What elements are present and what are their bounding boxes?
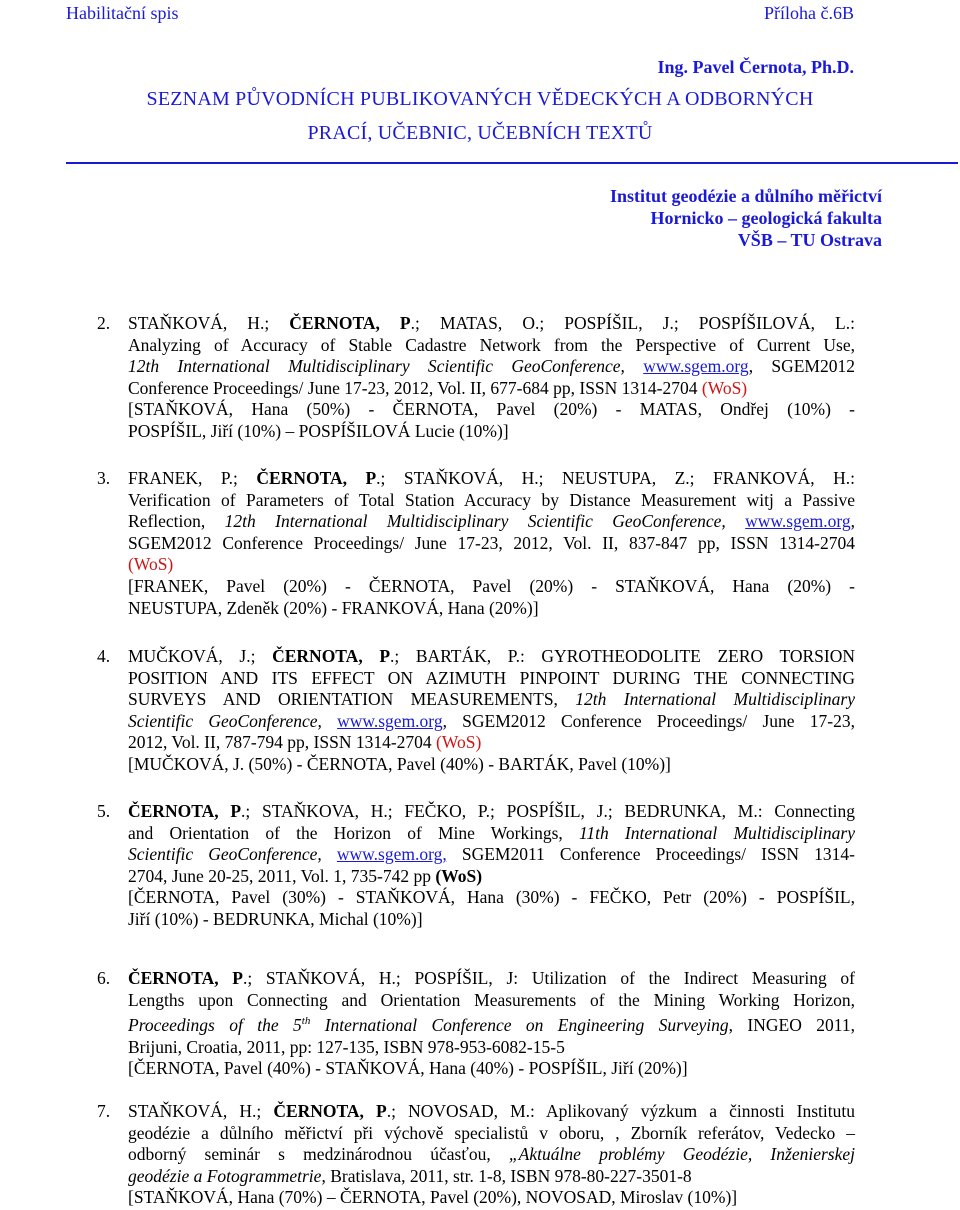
entry-title: Lengths upon Connecting and Orientation Measurements of the Mining Working Horizon, <box>128 989 855 1010</box>
publication-entry: 5. ČERNOTA, P.; STAŇKOVA, H.; FEČKO, P.; POSPÍŠIL, J.; BEDRUNKA, M.: Connecting and Orientation of the Horizon of Mine Workings, 11th International Multidisciplinary Scientific GeoConference, www.sgem.org, SGEM2011 Conference Proceedings/ ISSN 1314- 2704, June 20-25, 2011, Vol. 1, 735-742 pp (WoS) [ČERNOTA, Pavel (30%) - STAŇKOVÁ, Hana (30%) - FEČKO, Petr (20%) - POSPÍŠIL, Jiří (10%) - BEDRUNKA, Michal (10%)] <box>97 801 855 929</box>
conference-name: International Conference on Engineering Surveying <box>310 1015 729 1036</box>
entry-authors: FRANEK, P.; <box>128 468 257 488</box>
entry-number: 7. <box>97 1101 111 1121</box>
highlighted-author: ČERNOTA, P <box>128 801 242 821</box>
highlighted-author: ČERNOTA, P <box>128 968 243 988</box>
author-shares: [ČERNOTA, Pavel (30%) - STAŇKOVÁ, Hana (30%) - FEČKO, Petr (20%) - POSPÍŠIL, <box>128 887 855 908</box>
highlighted-author: ČERNOTA, P <box>272 646 391 666</box>
entry-authors: .; STAŇKOVÁ, H.; POSPÍŠIL, J: Utilization of the Indirect Measuring of <box>242 968 855 988</box>
conference-name: „Aktuálne problémy Geodézie, Inženierskej <box>508 1144 855 1165</box>
wos-badge: (WoS) <box>436 732 482 753</box>
sgem-link[interactable]: www.sgem.org <box>745 511 851 532</box>
publication-entry: 3. FRANEK, P.; ČERNOTA, P.; STAŇKOVÁ, H.; NEUSTUPA, Z.; FRANKOVÁ, H.: Verification of Parameters of Total Station Accuracy by Distance Measurement witj a Passive Reflection, 12th International Multidisciplinary Scientific GeoConference, www.sgem.org, SGEM2012 Conference Proceedings/ June 17-23, 2012, Vol. II, 837-847 pp, ISSN 1314-2704 (WoS) [FRANEK, Pavel (20%) - ČERNOTA, Pavel (20%) - STAŇKOVÁ, Hana (20%) - NEUSTUPA, Zdeněk (20%) - FRANKOVÁ, Hana (20%)] <box>97 468 856 618</box>
entry-authors: .; STAŇKOVÁ, H.; NEUSTUPA, Z.; FRANKOVÁ, H.: <box>376 468 855 488</box>
conference-name: 11th International Multidisciplinary <box>578 822 855 843</box>
header-right: Příloha č.6B <box>764 3 854 23</box>
wos-badge: (WoS) <box>435 865 483 886</box>
entry-title: Analyzing of Accuracy of Stable Cadastre Network from the Perspective of Current Use, <box>128 334 855 355</box>
wos-badge: (WoS) <box>701 377 748 398</box>
sgem-link[interactable]: www.sgem.org <box>643 356 749 377</box>
author-shares: Jiří (10%) - BEDRUNKA, Michal (10%)] <box>128 908 423 929</box>
entry-number: 6. <box>97 968 111 988</box>
entry-title: POSITION AND ITS EFFECT ON AZIMUTH PINPOINT DURING THE CONNECTING <box>128 667 855 688</box>
author-shares: POSPÍŠIL, Jiří (10%) – POSPÍŠILOVÁ Lucie (10%)] <box>128 420 509 441</box>
author-shares: NEUSTUPA, Zdeněk (20%) - FRANKOVÁ, Hana (20%)] <box>128 597 539 618</box>
publication-entry: 2. STAŇKOVÁ, H.; ČERNOTA, P.; MATAS, O.; POSPÍŠIL, J.; POSPÍŠILOVÁ, L.: Analyzing of Accuracy of Stable Cadastre Network from the Perspective of Current Use, 12th International Multidisciplinary Scientific GeoConference, www.sgem.org, SGEM2012 Conference Proceedings/ June 17-23, 2012, Vol. II, 677-684 pp, ISSN 1314-2704 (WoS) [STAŇKOVÁ, Hana (50%) - ČERNOTA, Pavel (20%) - MATAS, Ondřej (10%) - POSPÍŠIL, Jiří (10%) – POSPÍŠILOVÁ Lucie (10%)] <box>97 313 855 441</box>
wos-badge: (WoS) <box>128 554 174 575</box>
author-shares: [FRANEK, Pavel (20%) - ČERNOTA, Pavel (20%) - STAŇKOVÁ, Hana (20%) - <box>128 575 855 596</box>
header-left: Habilitační spis <box>66 3 179 23</box>
author-shares: [MUČKOVÁ, J. (50%) - ČERNOTA, Pavel (40%) - BARTÁK, Pavel (10%)] <box>128 753 671 774</box>
entry-authors: STAŇKOVÁ, H.; <box>128 313 290 333</box>
entry-number: 5. <box>97 801 111 821</box>
entry-title: and Orientation of the Horizon of Mine Workings, <box>128 822 579 843</box>
highlighted-author: ČERNOTA, P <box>289 313 411 333</box>
author-shares: [ČERNOTA, Pavel (40%) - STAŇKOVÁ, Hana (40%) - POSPÍŠIL, Jiří (20%)] <box>128 1058 688 1079</box>
page-title-line2: PRACÍ, UČEBNIC, UČEBNÍCH TEXTŮ <box>307 122 653 144</box>
page-title: SEZNAM PŮVODNÍCH PUBLIKOVANÝCH VĚDECKÝCH A ODBORNÝCH <box>146 88 814 110</box>
publication-entry: 6. ČERNOTA, P.; STAŇKOVÁ, H.; POSPÍŠIL, J: Utilization of the Indirect Measuring of Lengths upon Connecting and Orientation Measurements of the Mining Working Horizon, Proceedings of the 5th International Conference on Engineering Surveying, INGEO 2011, Brijuni, Croatia, 2011, pp: 127-135, ISBN 978-953-6082-15-5 [ČERNOTA, Pavel (40%) - STAŇKOVÁ, Hana (40%) - POSPÍŠIL, Jiří (20%)] <box>97 968 855 1079</box>
conference-name: 12th International Multidisciplinary Scientific GeoConference, <box>224 511 726 532</box>
entry-title: geodézie a důlního měřictví při výchově specialistů v oboru, , Zborník referátov, Vedecko – <box>128 1122 855 1143</box>
conference-name: 12th International Multidisciplinary <box>575 689 856 710</box>
entry-authors: .; NOVOSAD, M.: Aplikovaný výzkum a činnosti Institutu <box>386 1101 856 1121</box>
entry-authors: MUČKOVÁ, J.; <box>128 646 273 666</box>
conference-name: 12th International Multidisciplinary Scientific GeoConference, <box>128 356 625 377</box>
entry-number: 2. <box>97 313 111 333</box>
publication-entry: 7. STAŇKOVÁ, H.; ČERNOTA, P.; NOVOSAD, M.: Aplikovaný výzkum a činnosti Institutu geodézie a důlního měřictví při výchově specialistů v oboru, , Zborník referátov, Vedecko – odborný seminár s medzinárodnou účasťou, „Aktuálne problémy Geodézie, Inženierskej geodézie a Fotogrammetrie, Bratislava, 2011, str. 1-8, ISBN 978-80-227-3501-8 [STAŇKOVÁ, Hana (70%) – ČERNOTA, Pavel (20%), NOVOSAD, Miroslav (10%)] <box>97 1101 856 1208</box>
author-shares: [STAŇKOVÁ, Hana (70%) – ČERNOTA, Pavel (20%), NOVOSAD, Miroslav (10%)] <box>128 1187 738 1208</box>
highlighted-author: ČERNOTA, P <box>273 1101 387 1121</box>
sgem-link[interactable]: www.sgem.org <box>337 710 443 731</box>
highlighted-author: ČERNOTA, P <box>256 468 377 488</box>
publication-entry: 4. MUČKOVÁ, J.; ČERNOTA, P.; BARTÁK, P.: GYROTHEODOLITE ZERO TORSION POSITION AND ITS EFFECT ON AZIMUTH PINPOINT DURING THE CONNECTING SURVEYS AND ORIENTATION MEASUREMENTS, 12th International Multidisciplinary Scientific GeoConference, www.sgem.org, SGEM2012 Conference Proceedings/ June 17-23, 2012, Vol. II, 787-794 pp, ISSN 1314-2704 (WoS) [MUČKOVÁ, J. (50%) - ČERNOTA, Pavel (40%) - BARTÁK, Pavel (10%)] <box>97 646 856 774</box>
institution-line: Institut geodézie a důlního měřictví <box>610 186 882 206</box>
entry-authors: .; BARTÁK, P.: GYROTHEODOLITE ZERO TORSION <box>390 646 855 666</box>
sgem-link[interactable]: www.sgem.org, <box>336 844 447 865</box>
entry-authors: STAŇKOVÁ, H.; <box>128 1101 274 1121</box>
author-shares: [STAŇKOVÁ, Hana (50%) - ČERNOTA, Pavel (20%) - MATAS, Ondřej (10%) - <box>128 399 855 420</box>
entry-number: 3. <box>97 468 111 488</box>
entry-title: Verification of Parameters of Total Station Accuracy by Distance Measurement witj a Passive <box>128 489 855 510</box>
entry-number: 4. <box>97 646 111 666</box>
entry-authors: .; STAŇKOVA, H.; FEČKO, P.; POSPÍŠIL, J.; BEDRUNKA, M.: Connecting <box>241 801 855 821</box>
author-name: Ing. Pavel Černota, Ph.D. <box>657 57 854 77</box>
institution-line: Hornicko – geologická fakulta <box>650 208 882 228</box>
institution-line: VŠB – TU Ostrava <box>737 230 882 250</box>
title-divider <box>66 162 958 164</box>
entry-authors: .; MATAS, O.; POSPÍŠIL, J.; POSPÍŠILOVÁ, L.: <box>410 313 855 333</box>
